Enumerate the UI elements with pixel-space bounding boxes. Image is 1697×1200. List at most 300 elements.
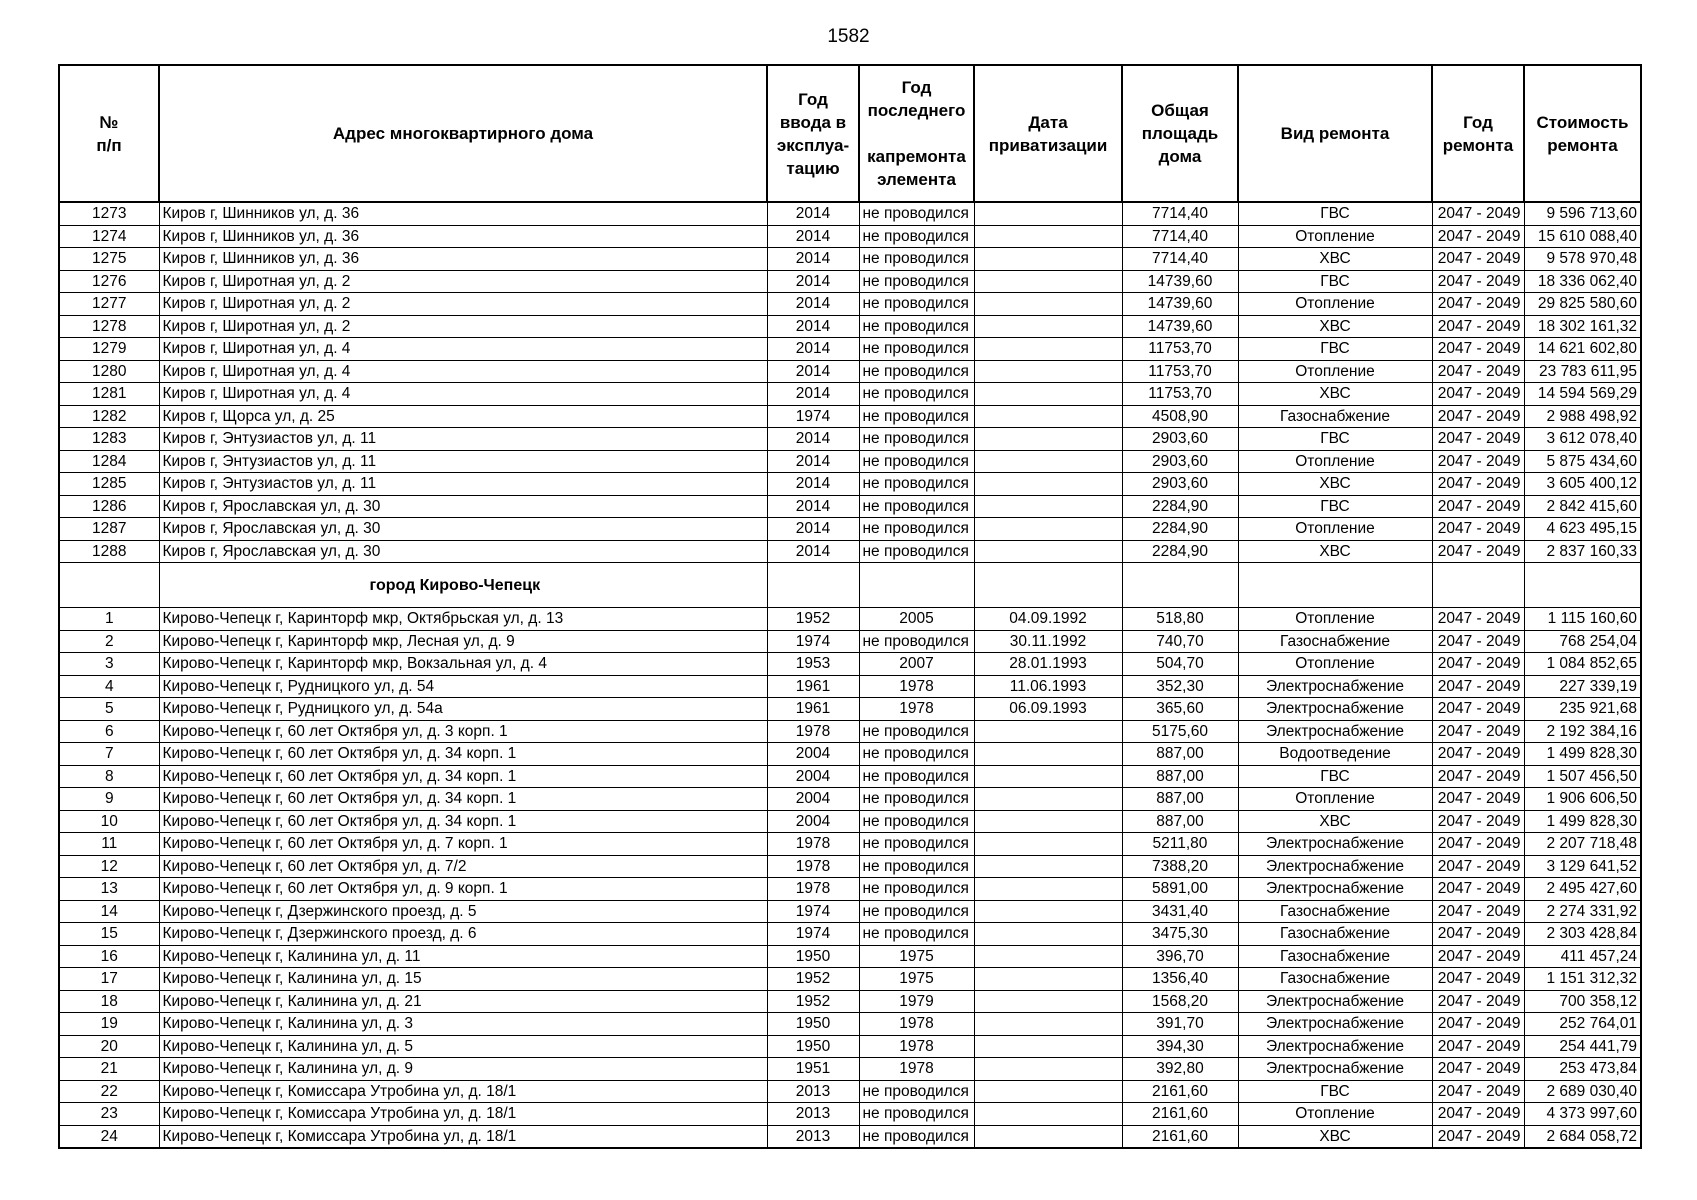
cell-address: Кирово-Чепецк г, Рудницкого ул, д. 54а	[159, 698, 767, 721]
cell-total-area: 365,60	[1122, 698, 1238, 721]
cell-repair-type: Отопление	[1238, 450, 1432, 473]
section-chepetsk	[59, 563, 1641, 608]
cell-year-commission: 1974	[767, 923, 859, 946]
table-row	[59, 945, 1641, 968]
cell-year-commission: 2014	[767, 383, 859, 406]
table-row	[59, 765, 1641, 788]
cell-repair-cost: 411 457,24	[1524, 945, 1641, 968]
cell-address: Кирово-Чепецк г, 60 лет Октября ул, д. 9 корп. 1	[159, 878, 767, 901]
header-repair-type	[1238, 65, 1432, 202]
header-line	[863, 122, 970, 145]
cell-row-number: 24	[59, 1125, 159, 1148]
table-row	[59, 878, 1641, 901]
header-address	[159, 65, 767, 202]
cell-row-number: 13	[59, 878, 159, 901]
cell-repair-type: Электроснабжение	[1238, 1013, 1432, 1036]
cell-repair-type: Газоснабжение	[1238, 968, 1432, 991]
cell-row-number: 1288	[59, 540, 159, 563]
table-row	[59, 202, 1641, 225]
cell-privatization-date	[974, 990, 1122, 1013]
cell-address: Киров г, Ярославская ул, д. 30	[159, 495, 767, 518]
cell-year-commission: 1978	[767, 833, 859, 856]
cell-row-number: 1280	[59, 360, 159, 383]
cell-repair-year: 2047 - 2049	[1432, 855, 1524, 878]
cell-repair-type: ГВС	[1238, 495, 1432, 518]
cell-privatization-date	[974, 900, 1122, 923]
cell-total-area: 2161,60	[1122, 1125, 1238, 1148]
cell-year-last-repair: не проводился	[859, 383, 974, 406]
cell-row-number: 8	[59, 765, 159, 788]
header-line: капремонта	[867, 147, 966, 166]
cell-total-area: 7714,40	[1122, 225, 1238, 248]
cell-privatization-date	[974, 315, 1122, 338]
cell-address: Киров г, Широтная ул, д. 2	[159, 293, 767, 316]
table-row	[59, 315, 1641, 338]
cell-year-last-repair: не проводился	[859, 923, 974, 946]
cell-year-last-repair: не проводился	[859, 248, 974, 271]
cell-total-area: 14739,60	[1122, 270, 1238, 293]
page-number: 1582	[827, 26, 870, 47]
cell-repair-type: Электроснабжение	[1238, 878, 1432, 901]
cell-repair-cost: 9 596 713,60	[1524, 202, 1641, 225]
cell-year-commission: 2014	[767, 428, 859, 451]
cell-total-area: 11753,70	[1122, 383, 1238, 406]
cell-privatization-date	[974, 383, 1122, 406]
cell-repair-type: Газоснабжение	[1238, 405, 1432, 428]
cell-total-area: 2161,60	[1122, 1103, 1238, 1126]
table-row	[59, 788, 1641, 811]
cell-address: Киров г, Широтная ул, д. 4	[159, 383, 767, 406]
cell-year-last-repair: не проводился	[859, 1080, 974, 1103]
table-row	[59, 383, 1641, 406]
cell-privatization-date: 04.09.1992	[974, 608, 1122, 631]
cell-repair-cost: 2 207 718,48	[1524, 833, 1641, 856]
cell-year-commission: 2004	[767, 743, 859, 766]
cell-total-area: 11753,70	[1122, 338, 1238, 361]
cell-privatization-date	[974, 428, 1122, 451]
cell-address: Киров г, Широтная ул, д. 2	[159, 270, 767, 293]
cell-privatization-date	[974, 360, 1122, 383]
table-row	[59, 338, 1641, 361]
cell-row-number: 19	[59, 1013, 159, 1036]
cell-total-area: 518,80	[1122, 608, 1238, 631]
cell-repair-year: 2047 - 2049	[1432, 428, 1524, 451]
header-line: ремонта	[1442, 135, 1514, 155]
cell-repair-year: 2047 - 2049	[1432, 833, 1524, 856]
cell-year-last-repair: не проводился	[859, 540, 974, 563]
cell-repair-type: Электроснабжение	[1238, 1058, 1432, 1081]
cell-repair-year: 2047 - 2049	[1432, 405, 1524, 428]
cell-repair-type: ХВС	[1238, 540, 1432, 563]
cell-repair-cost: 2 495 427,60	[1524, 878, 1641, 901]
cell-row-number: 1273	[59, 202, 159, 225]
table-row	[59, 495, 1641, 518]
cell-repair-type: Электроснабжение	[1238, 698, 1432, 721]
table-row	[59, 1035, 1641, 1058]
cell-repair-cost: 253 473,84	[1524, 1058, 1641, 1081]
cell-repair-year: 2047 - 2049	[1432, 720, 1524, 743]
cell-year-last-repair: не проводился	[859, 473, 974, 496]
cell-privatization-date: 28.01.1993	[974, 653, 1122, 676]
cell-repair-cost: 2 842 415,60	[1524, 495, 1641, 518]
cell-address: Киров г, Щорса ул, д. 25	[159, 405, 767, 428]
cell-repair-year: 2047 - 2049	[1432, 1080, 1524, 1103]
cell-year-last-repair: не проводился	[859, 202, 974, 225]
cell-repair-type: Отопление	[1238, 788, 1432, 811]
header-line: Стоимость	[1536, 112, 1629, 132]
cell-repair-year: 2047 - 2049	[1432, 1103, 1524, 1126]
cell-repair-type: Отопление	[1238, 518, 1432, 541]
cell-year-last-repair: не проводился	[859, 518, 974, 541]
cell-address: Кирово-Чепецк г, 60 лет Октября ул, д. 34 корп. 1	[159, 810, 767, 833]
cell-repair-cost: 254 441,79	[1524, 1035, 1641, 1058]
cell-year-last-repair: не проводился	[859, 878, 974, 901]
cell-row-number: 6	[59, 720, 159, 743]
cell-repair-year: 2047 - 2049	[1432, 383, 1524, 406]
cell-year-last-repair: 1978	[859, 1013, 974, 1036]
cell-privatization-date	[974, 495, 1122, 518]
cell-privatization-date	[974, 338, 1122, 361]
cell-year-commission: 2014	[767, 315, 859, 338]
cell-repair-type: Электроснабжение	[1238, 990, 1432, 1013]
cell-year-commission: 2014	[767, 473, 859, 496]
cell-address: Кирово-Чепецк г, Дзержинского проезд, д. 6	[159, 923, 767, 946]
table-row	[59, 1058, 1641, 1081]
cell-address: Кирово-Чепецк г, Рудницкого ул, д. 54	[159, 675, 767, 698]
cell-year-commission: 2014	[767, 338, 859, 361]
cell-total-area: 394,30	[1122, 1035, 1238, 1058]
cell-year-last-repair: не проводился	[859, 1103, 974, 1126]
cell-total-area: 14739,60	[1122, 315, 1238, 338]
table-row	[59, 1013, 1641, 1036]
section-header-row	[59, 563, 1641, 608]
cell-repair-cost: 18 336 062,40	[1524, 270, 1641, 293]
cell-repair-year: 2047 - 2049	[1432, 315, 1524, 338]
cell-repair-cost: 4 623 495,15	[1524, 518, 1641, 541]
header-line: ввода в	[779, 112, 847, 132]
cell-total-area: 2903,60	[1122, 428, 1238, 451]
cell-row-number: 21	[59, 1058, 159, 1081]
cell-total-area: 740,70	[1122, 630, 1238, 653]
cell-year-last-repair: не проводился	[859, 720, 974, 743]
cell-privatization-date	[974, 810, 1122, 833]
cell-row-number: 23	[59, 1103, 159, 1126]
cell-row-number: 1278	[59, 315, 159, 338]
cell-repair-type: ГВС	[1238, 338, 1432, 361]
cell-repair-year: 2047 - 2049	[1432, 698, 1524, 721]
cell-total-area: 887,00	[1122, 743, 1238, 766]
cell-repair-type: Электроснабжение	[1238, 675, 1432, 698]
cell-repair-cost: 3 605 400,12	[1524, 473, 1641, 496]
cell-row-number: 14	[59, 900, 159, 923]
cell-repair-type: Электроснабжение	[1238, 855, 1432, 878]
cell-repair-type: Отопление	[1238, 225, 1432, 248]
cell-repair-year: 2047 - 2049	[1432, 810, 1524, 833]
cell-privatization-date: 11.06.1993	[974, 675, 1122, 698]
cell-total-area: 1568,20	[1122, 990, 1238, 1013]
cell-repair-year: 2047 - 2049	[1432, 450, 1524, 473]
cell-repair-type: Отопление	[1238, 1103, 1432, 1126]
cell-total-area: 5211,80	[1122, 833, 1238, 856]
cell-total-area: 396,70	[1122, 945, 1238, 968]
cell-total-area: 14739,60	[1122, 293, 1238, 316]
cell-total-area: 7388,20	[1122, 855, 1238, 878]
cell-privatization-date	[974, 720, 1122, 743]
cell-repair-year: 2047 - 2049	[1432, 743, 1524, 766]
header-cost	[1524, 65, 1641, 202]
cell-privatization-date	[974, 202, 1122, 225]
cell-year-last-repair: не проводился	[859, 315, 974, 338]
cell-year-commission: 2014	[767, 495, 859, 518]
cell-repair-cost: 768 254,04	[1524, 630, 1641, 653]
cell-repair-year: 2047 - 2049	[1432, 338, 1524, 361]
cell-year-last-repair: не проводился	[859, 495, 974, 518]
cell-total-area: 887,00	[1122, 788, 1238, 811]
cell-year-last-repair: 1978	[859, 698, 974, 721]
cell-row-number: 1277	[59, 293, 159, 316]
cell-row-number: 17	[59, 968, 159, 991]
cell-repair-type: ГВС	[1238, 202, 1432, 225]
cell-repair-cost: 1 115 160,60	[1524, 608, 1641, 631]
table-row	[59, 1125, 1641, 1148]
table-row	[59, 270, 1641, 293]
cell-year-commission: 1952	[767, 608, 859, 631]
cell-repair-type: Отопление	[1238, 653, 1432, 676]
cell-address: Кирово-Чепецк г, Каринторф мкр, Лесная ул, д. 9	[159, 630, 767, 653]
cell-address: Кирово-Чепецк г, 60 лет Октября ул, д. 34 корп. 1	[159, 765, 767, 788]
cell-address: Киров г, Энтузиастов ул, д. 11	[159, 428, 767, 451]
cell-year-last-repair: не проводился	[859, 900, 974, 923]
header-line: тацию	[786, 158, 840, 178]
header-line: площадь	[1141, 124, 1219, 143]
cell-address: Киров г, Энтузиастов ул, д. 11	[159, 450, 767, 473]
cell-repair-type: Электроснабжение	[1238, 720, 1432, 743]
cell-row-number: 7	[59, 743, 159, 766]
cell-repair-year: 2047 - 2049	[1432, 1035, 1524, 1058]
header-line: Год	[798, 89, 828, 109]
cell-repair-type: ГВС	[1238, 765, 1432, 788]
cell-total-area: 392,80	[1122, 1058, 1238, 1081]
cell-repair-cost: 9 578 970,48	[1524, 248, 1641, 271]
cell-repair-year: 2047 - 2049	[1432, 675, 1524, 698]
cell-repair-cost: 252 764,01	[1524, 1013, 1641, 1036]
cell-repair-cost: 2 684 058,72	[1524, 1125, 1641, 1148]
cell-row-number: 1281	[59, 383, 159, 406]
cell-address: Кирово-Чепецк г, Калинина ул, д. 5	[159, 1035, 767, 1058]
cell-repair-type: Отопление	[1238, 293, 1432, 316]
cell-total-area: 7714,40	[1122, 248, 1238, 271]
cell-repair-year: 2047 - 2049	[1432, 788, 1524, 811]
table-row	[59, 540, 1641, 563]
cell-privatization-date	[974, 743, 1122, 766]
cell-address: Кирово-Чепецк г, Комиссара Утробина ул, д. 18/1	[159, 1080, 767, 1103]
cell-year-commission: 2014	[767, 360, 859, 383]
section-title: город Кирово-Чепецк	[159, 563, 767, 608]
cell-repair-cost: 1 084 852,65	[1524, 653, 1641, 676]
cell-repair-year: 2047 - 2049	[1432, 473, 1524, 496]
table-row	[59, 743, 1641, 766]
cell-privatization-date	[974, 1080, 1122, 1103]
cell-privatization-date	[974, 518, 1122, 541]
cell-address: Кирово-Чепецк г, Каринторф мкр, Октябрьская ул, д. 13	[159, 608, 767, 631]
cell-privatization-date	[974, 788, 1122, 811]
cell-repair-cost: 3 129 641,52	[1524, 855, 1641, 878]
cell-total-area: 3431,40	[1122, 900, 1238, 923]
cell-privatization-date	[974, 833, 1122, 856]
header-line: Дата	[1028, 112, 1068, 132]
cell-total-area: 3475,30	[1122, 923, 1238, 946]
cell-repair-year: 2047 - 2049	[1432, 1058, 1524, 1081]
cell-year-commission: 2014	[767, 518, 859, 541]
cell-year-commission: 2014	[767, 270, 859, 293]
cell-row-number: 1282	[59, 405, 159, 428]
cell-privatization-date	[974, 540, 1122, 563]
cell-repair-cost: 1 151 312,32	[1524, 968, 1641, 991]
cell-total-area: 2903,60	[1122, 473, 1238, 496]
cell-total-area: 4508,90	[1122, 405, 1238, 428]
cell-total-area: 5175,60	[1122, 720, 1238, 743]
cell-privatization-date	[974, 923, 1122, 946]
cell-year-last-repair: не проводился	[859, 293, 974, 316]
cell-total-area: 2903,60	[1122, 450, 1238, 473]
cell-year-last-repair: 1975	[859, 968, 974, 991]
cell-address: Киров г, Широтная ул, д. 4	[159, 338, 767, 361]
cell-repair-cost: 1 499 828,30	[1524, 743, 1641, 766]
cell-address: Киров г, Энтузиастов ул, д. 11	[159, 473, 767, 496]
cell-year-commission: 1961	[767, 675, 859, 698]
cell-privatization-date	[974, 855, 1122, 878]
cell-row-number: 1279	[59, 338, 159, 361]
cell-address: Киров г, Ярославская ул, д. 30	[159, 518, 767, 541]
cell-address: Кирово-Чепецк г, 60 лет Октября ул, д. 34 корп. 1	[159, 743, 767, 766]
cell-total-area: 352,30	[1122, 675, 1238, 698]
header-num	[59, 65, 159, 202]
cell-privatization-date	[974, 405, 1122, 428]
cell-address: Кирово-Чепецк г, Комиссара Утробина ул, д. 18/1	[159, 1125, 767, 1148]
cell-address: Киров г, Ярославская ул, д. 30	[159, 540, 767, 563]
cell-total-area: 2284,90	[1122, 518, 1238, 541]
cell-row-number: 2	[59, 630, 159, 653]
cell-repair-cost: 2 274 331,92	[1524, 900, 1641, 923]
table-row	[59, 653, 1641, 676]
cell-year-last-repair: не проводился	[859, 788, 974, 811]
cell-year-commission: 1950	[767, 945, 859, 968]
cell-repair-cost: 2 192 384,16	[1524, 720, 1641, 743]
cell-address: Кирово-Чепецк г, 60 лет Октября ул, д. 3 корп. 1	[159, 720, 767, 743]
header-area	[1122, 65, 1238, 202]
cell-year-commission: 1950	[767, 1035, 859, 1058]
header-line: Год	[901, 78, 932, 97]
cell-repair-cost: 4 373 997,60	[1524, 1103, 1641, 1126]
cell-year-last-repair: не проводился	[859, 743, 974, 766]
table-row	[59, 608, 1641, 631]
cell-privatization-date	[974, 878, 1122, 901]
cell-row-number: 10	[59, 810, 159, 833]
chepetsk-rows	[59, 608, 1641, 1149]
table-row	[59, 923, 1641, 946]
cell-row-number: 11	[59, 833, 159, 856]
cell-repair-year: 2047 - 2049	[1432, 1125, 1524, 1148]
cell-year-commission: 2014	[767, 202, 859, 225]
cell-year-commission: 2014	[767, 540, 859, 563]
cell-year-last-repair: не проводился	[859, 810, 974, 833]
cell-row-number: 3	[59, 653, 159, 676]
table-row	[59, 1103, 1641, 1126]
cell-repair-cost: 2 837 160,33	[1524, 540, 1641, 563]
cell-year-commission: 2013	[767, 1125, 859, 1148]
header-line: элемента	[877, 170, 956, 189]
header-line: Общая	[1151, 101, 1209, 120]
header-line: дома	[1158, 147, 1202, 166]
table-row	[59, 833, 1641, 856]
cell-total-area: 5891,00	[1122, 878, 1238, 901]
cell-year-last-repair: не проводился	[859, 360, 974, 383]
cell-row-number: 9	[59, 788, 159, 811]
cell-privatization-date	[974, 450, 1122, 473]
cell-repair-year: 2047 - 2049	[1432, 518, 1524, 541]
cell-repair-cost: 2 988 498,92	[1524, 405, 1641, 428]
cell-year-commission: 2004	[767, 810, 859, 833]
cell-repair-type: Водоотведение	[1238, 743, 1432, 766]
cell-repair-type: Электроснабжение	[1238, 1035, 1432, 1058]
cell-repair-type: ГВС	[1238, 270, 1432, 293]
cell-total-area: 7714,40	[1122, 202, 1238, 225]
cell-total-area: 2284,90	[1122, 540, 1238, 563]
cell-row-number: 16	[59, 945, 159, 968]
cell-address: Кирово-Чепецк г, 60 лет Октября ул, д. 34 корп. 1	[159, 788, 767, 811]
cell-year-commission: 1950	[767, 1013, 859, 1036]
header-year-commission	[767, 65, 859, 202]
cell-row-number: 22	[59, 1080, 159, 1103]
cell-total-area: 504,70	[1122, 653, 1238, 676]
cell-repair-cost: 1 499 828,30	[1524, 810, 1641, 833]
cell-year-commission: 1951	[767, 1058, 859, 1081]
cell-repair-cost: 5 875 434,60	[1524, 450, 1641, 473]
cell-year-last-repair: не проводился	[859, 428, 974, 451]
table-row	[59, 360, 1641, 383]
cell-total-area: 11753,70	[1122, 360, 1238, 383]
cell-year-last-repair: 2005	[859, 608, 974, 631]
table-row	[59, 990, 1641, 1013]
cell-privatization-date	[974, 1035, 1122, 1058]
cell-privatization-date	[974, 473, 1122, 496]
cell-repair-type: Отопление	[1238, 608, 1432, 631]
cell-total-area: 2161,60	[1122, 1080, 1238, 1103]
cell-repair-cost: 14 594 569,29	[1524, 383, 1641, 406]
table-row	[59, 428, 1641, 451]
cell-repair-type: ГВС	[1238, 428, 1432, 451]
cell-address: Киров г, Шинников ул, д. 36	[159, 202, 767, 225]
cell-address: Кирово-Чепецк г, Калинина ул, д. 3	[159, 1013, 767, 1036]
cell-repair-cost: 14 621 602,80	[1524, 338, 1641, 361]
cell-row-number: 1287	[59, 518, 159, 541]
table-row	[59, 698, 1641, 721]
cell-repair-type: ХВС	[1238, 315, 1432, 338]
cell-total-area: 1356,40	[1122, 968, 1238, 991]
cell-year-last-repair: не проводился	[859, 225, 974, 248]
repair-register-table	[58, 64, 1642, 1149]
cell-row-number: 20	[59, 1035, 159, 1058]
table-row	[59, 1080, 1641, 1103]
header-line: п/п	[96, 135, 122, 155]
cell-year-last-repair: 2007	[859, 653, 974, 676]
cell-year-last-repair: не проводился	[859, 1125, 974, 1148]
cell-year-last-repair: не проводился	[859, 450, 974, 473]
table-row	[59, 968, 1641, 991]
cell-row-number: 1274	[59, 225, 159, 248]
cell-year-last-repair: 1978	[859, 1058, 974, 1081]
kirov-rows	[59, 202, 1641, 563]
